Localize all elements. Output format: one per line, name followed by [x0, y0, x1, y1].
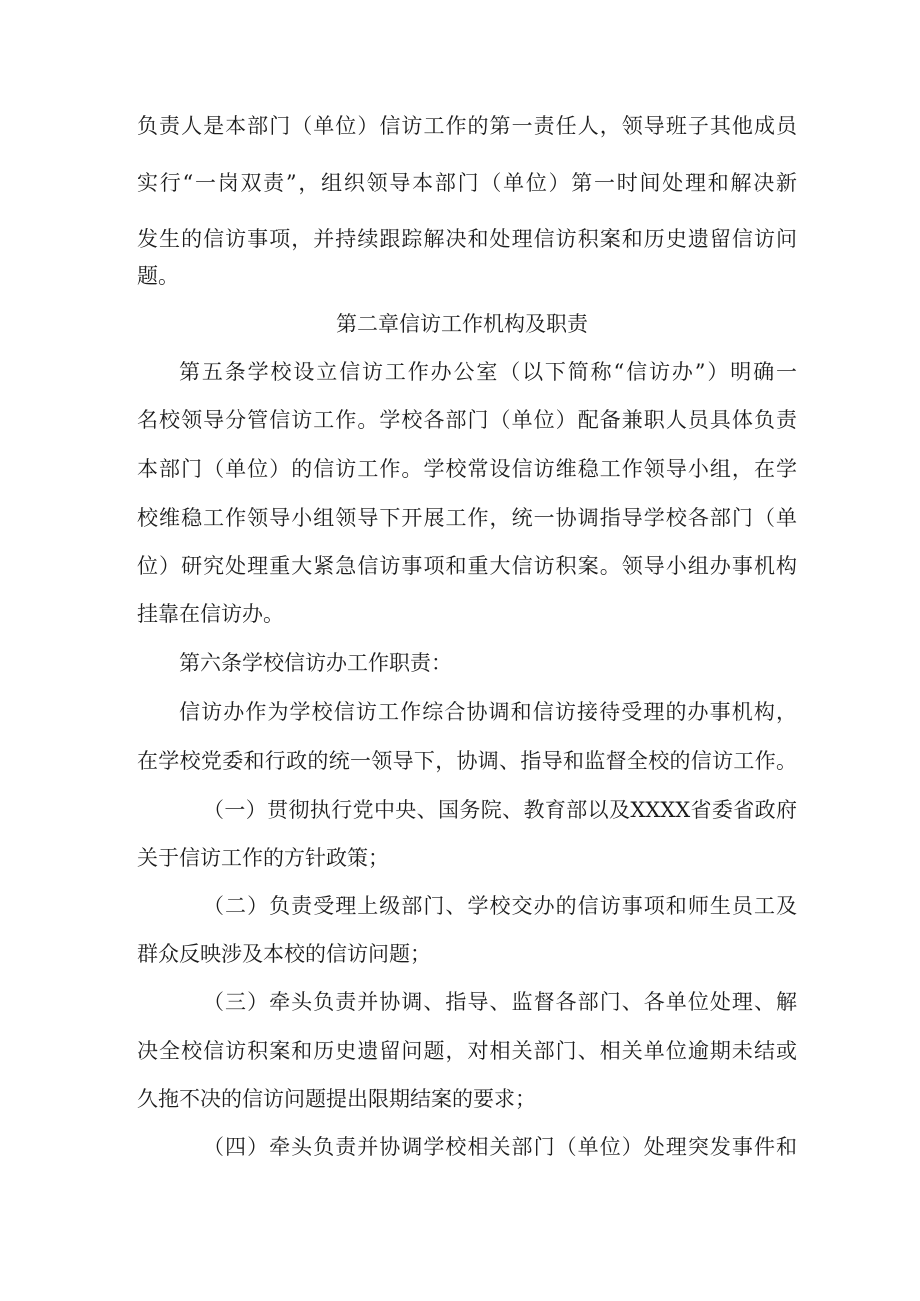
- text-line: 实行“一岗双责”，组织领导本部门（单位）第一时间处理和解决新: [137, 171, 797, 195]
- text-line: 负责人是本部门（单位）信访工作的第一责任人，领导班子其他成员: [137, 114, 797, 138]
- text-line: （二）负责受理上级部门、学校交办的信访事项和师生员工及: [203, 894, 797, 918]
- text-line: 题。: [137, 264, 179, 288]
- text-line: 群众反映涉及本校的信访问题；: [137, 942, 431, 966]
- text-line: （三）牵头负责并协调、指导、监督各部门、各单位处理、解: [203, 990, 797, 1014]
- text-line: 名校领导分管信访工作。学校各部门（单位）配备兼职人员具体负责: [137, 408, 797, 432]
- text-line: 挂靠在信访办。: [137, 602, 284, 626]
- text-line: 在学校党委和行政的统一领导下，协调、指导和监督全校的信访工作。: [137, 749, 797, 773]
- text-line: 关于信访工作的方针政策；: [137, 846, 389, 870]
- text-line: （四）牵头负责并协调学校相关部门（单位）处理突发事件和: [203, 1135, 797, 1159]
- chapter-heading: 第二章信访工作机构及职责: [336, 312, 588, 336]
- text-line: 校维稳工作领导小组领导下开展工作，统一协调指导学校各部门（单: [137, 506, 797, 530]
- text-line: 第五条学校设立信访工作办公室（以下简称“信访办”）明确一: [179, 360, 797, 384]
- article-title: 第六条学校信访办工作职责：: [179, 651, 452, 675]
- text-line: （一）贯彻执行党中央、国务院、教育部以及XXXX省委省政府: [203, 798, 797, 822]
- text-line: 久拖不决的信访问题提出限期结案的要求；: [137, 1087, 536, 1111]
- text-line: 本部门（单位）的信访工作。学校常设信访维稳工作领导小组，在学: [137, 457, 797, 481]
- text-line: 发生的信访事项，并持续跟踪解决和处理信访积案和历史遗留信访问: [137, 227, 797, 251]
- text-line: 决全校信访积案和历史遗留问题，对相关部门、相关单位逾期未结或: [137, 1039, 797, 1063]
- text-line: 位）研究处理重大紧急信访事项和重大信访积案。领导小组办事机构: [137, 554, 797, 578]
- text-line: 信访办作为学校信访工作综合协调和信访接待受理的办事机构，: [179, 700, 797, 724]
